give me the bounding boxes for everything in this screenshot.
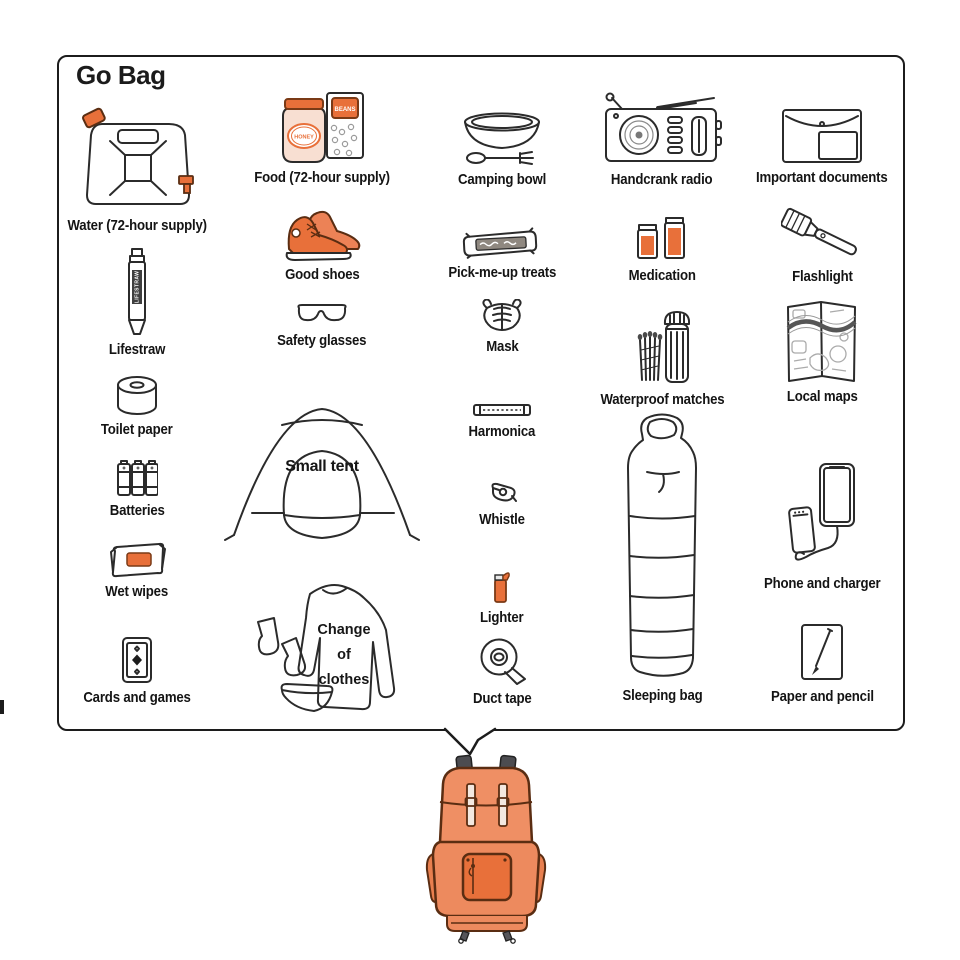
item-paper-pencil bbox=[747, 621, 897, 705]
item-good-shoes bbox=[247, 203, 397, 283]
item-sleeping-bag bbox=[597, 410, 727, 704]
item-label: Flashlight bbox=[791, 268, 853, 285]
item-mask bbox=[442, 299, 562, 355]
item-local-maps bbox=[752, 297, 892, 405]
item-small-tent bbox=[222, 383, 422, 543]
item-change-of-clothes bbox=[227, 578, 417, 718]
item-label: Pick-me-up treats bbox=[448, 264, 556, 281]
folded-map-icon bbox=[782, 297, 862, 383]
item-label: Medication bbox=[628, 267, 696, 284]
item-lighter bbox=[442, 569, 562, 626]
item-cards-games bbox=[57, 636, 217, 706]
go-bag-backpack-icon bbox=[423, 754, 551, 944]
item-label: Mask bbox=[485, 338, 519, 355]
item-important-documents bbox=[737, 107, 907, 186]
item-label: Phone and charger bbox=[763, 575, 881, 592]
playing-card-icon bbox=[120, 636, 154, 684]
item-water bbox=[57, 100, 217, 234]
toilet-paper-icon bbox=[113, 374, 161, 416]
matches-icon bbox=[634, 306, 690, 386]
svg-text:Small tent: Small tent bbox=[285, 458, 359, 475]
pill-bottles-icon bbox=[635, 216, 689, 262]
item-handcrank-radio bbox=[582, 92, 742, 188]
svg-text:BEANS: BEANS bbox=[334, 107, 356, 113]
item-flashlight bbox=[747, 206, 897, 285]
item-label: Paper and pencil bbox=[770, 688, 874, 705]
item-label: Lifestraw bbox=[108, 341, 166, 358]
item-label: Harmonica bbox=[468, 423, 536, 440]
page-title: Go Bag bbox=[76, 60, 166, 90]
item-label: Sleeping bag bbox=[621, 687, 703, 704]
item-label: Wet wipes bbox=[105, 583, 169, 600]
item-label: Cards and games bbox=[83, 689, 191, 706]
item-wet-wipes bbox=[67, 542, 207, 600]
lifestraw-icon bbox=[124, 248, 150, 336]
item-label: Lighter bbox=[480, 609, 524, 626]
handcrank-radio-icon bbox=[600, 92, 724, 166]
lighter-icon bbox=[491, 569, 513, 604]
document-folder-icon bbox=[781, 107, 863, 164]
item-label: Water (72-hour supply) bbox=[67, 217, 207, 234]
item-phone-charger bbox=[737, 460, 907, 592]
flashlight-icon bbox=[781, 206, 863, 263]
item-label: Good shoes bbox=[284, 266, 360, 283]
wet-wipes-icon bbox=[107, 542, 167, 578]
batteries-icon bbox=[116, 460, 158, 497]
item-lifestraw bbox=[77, 248, 197, 358]
item-label: Food (72-hour supply) bbox=[254, 169, 390, 186]
hiking-boot-icon bbox=[281, 203, 363, 261]
item-safety-glasses bbox=[247, 301, 397, 349]
item-whistle bbox=[442, 480, 562, 528]
phone-and-charger-icon bbox=[782, 460, 862, 570]
sleeping-bag-icon bbox=[617, 410, 707, 682]
item-label: Local maps bbox=[786, 388, 858, 405]
item-camping-bowl bbox=[427, 110, 577, 188]
edge-artifact bbox=[0, 700, 4, 714]
item-label: Waterproof matches bbox=[600, 391, 724, 408]
svg-text:clothes: clothes bbox=[318, 672, 369, 688]
item-harmonica bbox=[432, 402, 572, 440]
item-label: Toilet paper bbox=[101, 421, 173, 438]
item-label: Camping bowl bbox=[457, 171, 547, 188]
item-label: Whistle bbox=[479, 511, 525, 528]
svg-text:HONEY: HONEY bbox=[294, 134, 314, 141]
safety-glasses-icon bbox=[294, 301, 350, 327]
item-duct-tape bbox=[432, 637, 572, 707]
item-label: Batteries bbox=[109, 502, 165, 519]
item-batteries bbox=[77, 460, 197, 519]
food-jar-and-beans-icon bbox=[277, 90, 367, 164]
svg-text:Change: Change bbox=[316, 622, 371, 638]
harmonica-icon bbox=[472, 402, 532, 418]
item-toilet-paper bbox=[77, 374, 197, 438]
item-medication bbox=[592, 216, 732, 284]
clothes-icon bbox=[230, 578, 415, 718]
camping-bowl-icon bbox=[460, 110, 544, 166]
face-mask-icon bbox=[479, 299, 525, 333]
item-treats bbox=[422, 227, 582, 281]
item-label: Handcrank radio bbox=[611, 171, 713, 188]
item-food bbox=[237, 90, 407, 186]
item-label: Important documents bbox=[756, 169, 888, 186]
tent-icon bbox=[222, 383, 422, 543]
duct-tape-icon bbox=[477, 637, 527, 685]
item-label: Safety glasses bbox=[277, 332, 367, 349]
svg-text:LIFESTRAW: LIFESTRAW bbox=[134, 270, 141, 304]
water-jug-icon bbox=[72, 100, 202, 212]
item-waterproof-matches bbox=[577, 306, 747, 408]
item-label: Duct tape bbox=[472, 690, 532, 707]
whistle-icon bbox=[487, 480, 517, 506]
svg-text:of: of bbox=[336, 647, 351, 663]
snack-bar-icon bbox=[460, 227, 544, 259]
paper-and-pencil-icon bbox=[798, 621, 846, 683]
